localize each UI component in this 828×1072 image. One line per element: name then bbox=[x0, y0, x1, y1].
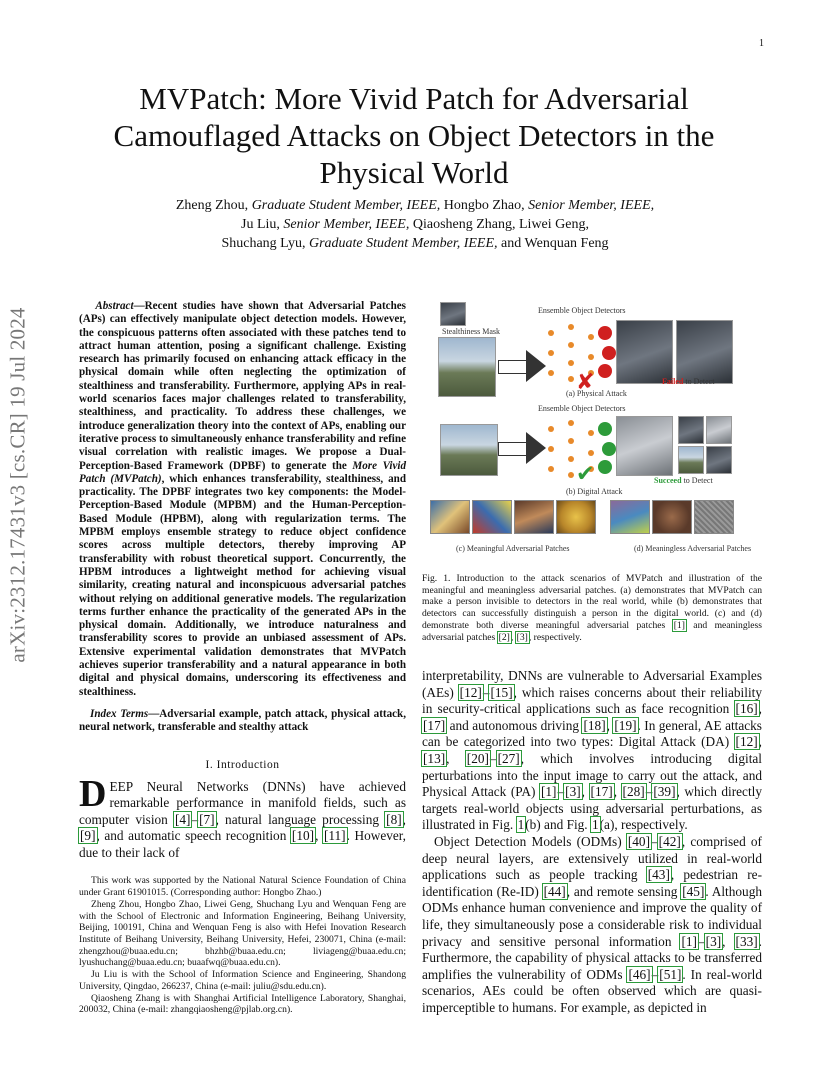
ensemble-label-top: Ensemble Object Detectors bbox=[538, 306, 626, 315]
citation-link[interactable]: [11] bbox=[323, 828, 346, 844]
detector-output-photo-2 bbox=[676, 320, 733, 384]
footnote-affiliation-1: Zheng Zhou, Hongbo Zhao, Liwei Geng, Shuchang Lyu and Wenquan Feng are with the School of Electronic and Information Engineering, Beihang University, Beijing, 100191, China and Wenquan Feng is also with Hefei Inovation Research Institute of Beihang University, Beihang University, Hefei, 230071, China (e-mail: zhengzhou@buaa.edu.cn; bhzhb@buaa.edu.cn; liviageng@buaa.edu.cn; lyushuchang@buaa.edu.cn; buaafwq@buaa.edu.cn). bbox=[79, 898, 406, 969]
citation-link[interactable]: [8] bbox=[386, 811, 402, 827]
citation-link[interactable]: [46] bbox=[628, 966, 651, 982]
stealthiness-mask-label: Stealthiness Mask bbox=[442, 327, 500, 336]
intro-paragraph-2: interpretability, DNNs are vulnerable to Adversarial Examples (AEs) [12]–[15], which raises concerns about their reliability in security-critical applications such as face recognition [16], [17] and autonomous driving [18], [19]. In general, AE attacks can be categorized into two types: Digital Attack (DA) [12], [13], [20]–[27], which involves introducing digital perturbations into the input image to carry out the attack, and Physical Attack (PA) [1]–[3], [17], [28]–[39], which directly targets real-world objects using adversarial perturbations, as illustrated in Fig. 1(b) and Fig. 1(a), respectively. bbox=[422, 668, 762, 833]
panel-d-label: (d) Meaningless Adversarial Patches bbox=[634, 544, 752, 553]
footnote-affiliation-2: Ju Liu is with the School of Information Science and Engineering, Shandong University, Qingdao, 266237, China (e-mail: juliu@sdu.edu.cn). bbox=[79, 969, 406, 992]
citation-link[interactable]: [42] bbox=[658, 833, 681, 849]
physical-input-photo bbox=[438, 337, 496, 397]
arxiv-watermark: arXiv:2312.17431v3 [cs.CR] 19 Jul 2024 bbox=[5, 307, 30, 663]
panel-c-label: (c) Meaningful Adversarial Patches bbox=[456, 544, 570, 553]
citation-link[interactable]: [51] bbox=[659, 966, 682, 982]
citation-link[interactable]: [18] bbox=[583, 717, 606, 733]
citation-link[interactable]: [3] bbox=[565, 784, 581, 800]
succeed-detect-label: Succeed to Detect bbox=[654, 476, 713, 485]
author-list bbox=[120, 196, 710, 253]
citation-link[interactable]: [3] bbox=[705, 933, 722, 949]
left-column bbox=[79, 300, 406, 1016]
citation-link[interactable]: [16] bbox=[735, 701, 758, 717]
citation-link[interactable]: [12] bbox=[735, 734, 758, 750]
right-column-body bbox=[422, 668, 762, 1016]
author-line-1: Zheng Zhou, Graduate Student Member, IEEE, Hongbo Zhao, Senior Member, IEEE, bbox=[175, 198, 655, 213]
patch-thumbnail bbox=[514, 500, 554, 534]
patch-thumbnail bbox=[694, 500, 734, 534]
digital-output-thumb-1 bbox=[678, 416, 704, 444]
citation-link[interactable]: [1] bbox=[673, 619, 685, 631]
arrow-head-icon bbox=[526, 432, 546, 464]
figure-link[interactable]: 1 bbox=[591, 817, 599, 833]
citation-link[interactable]: [20] bbox=[466, 750, 489, 766]
figure-caption: Fig. 1. Introduction to the attack scenarios of MVPatch and illustration of the meaningful and meaningless adversarial patches. (a) demonstrates that MVPatch can make a person invisible to detectors in the real world, while (b) demonstrates that detectors can successfully distinguish a person in the digital world. (c) and (d) demonstrate both diverse meaningful adversarial patches [1] and meaningless adversarial patches [2], [3], respectively. bbox=[422, 573, 763, 643]
intro-paragraph-1: DEEP Neural Networks (DNNs) have achieved remarkable performance in manifold fields, such as computer vision [4]–[7], natural language processing [8], [9], and automatic speech recognition [10], [11]. However, due to their lack of bbox=[79, 772, 406, 860]
digital-output-thumb-3 bbox=[678, 446, 704, 474]
detector-output-photo-1 bbox=[616, 320, 673, 384]
drop-cap: D bbox=[79, 772, 107, 815]
citation-link[interactable]: [3] bbox=[516, 631, 528, 643]
paper-title: MVPatch: More Vivid Patch for Adversarial Camouflaged Attacks on Object Detectors in the Physical World bbox=[113, 81, 715, 190]
arrow-icon bbox=[498, 360, 529, 374]
citation-link[interactable]: [27] bbox=[497, 750, 520, 766]
figure-link[interactable]: 1 bbox=[517, 817, 525, 833]
footnote-affiliation-3: Qiaosheng Zhang is with Shanghai Artificial Intelligence Laboratory, Shanghai, 200032, China (e-mail: zhangqiaosheng@pjlab.org.cn). bbox=[79, 992, 406, 1016]
citation-link[interactable]: [4] bbox=[174, 811, 191, 827]
citation-link[interactable]: [12] bbox=[459, 684, 482, 700]
citation-link[interactable]: [28] bbox=[622, 784, 645, 800]
patch-thumbnail bbox=[430, 500, 470, 534]
footnote-funding: This work was supported by the National Natural Science Foundation of China under Grant 61901015. (Corresponding author: Hongbo Zhao.) bbox=[79, 875, 406, 899]
panel-a-label: (a) Physical Attack bbox=[566, 389, 627, 398]
patch-thumbnail bbox=[472, 500, 512, 534]
citation-link[interactable]: [2] bbox=[498, 631, 510, 643]
section-heading: I. Introduction bbox=[205, 758, 280, 771]
citation-link[interactable]: [15] bbox=[490, 684, 513, 700]
citation-link[interactable]: [43] bbox=[647, 867, 670, 883]
page-number: 1 bbox=[759, 38, 764, 49]
cross-icon: ✘ bbox=[576, 370, 595, 395]
author-line-3: Shuchang Lyu, Graduate Student Member, IEEE, and Wenquan Feng bbox=[221, 236, 609, 251]
patch-thumbnail bbox=[652, 500, 692, 534]
citation-link[interactable]: [9] bbox=[80, 828, 96, 844]
arrow-head-icon bbox=[526, 350, 546, 382]
citation-link[interactable]: [7] bbox=[199, 811, 215, 827]
citation-link[interactable]: [39] bbox=[653, 784, 676, 800]
citation-link[interactable]: [13] bbox=[423, 750, 446, 766]
citation-link[interactable]: [17] bbox=[423, 717, 446, 733]
arrow-icon bbox=[498, 442, 529, 456]
abstract: Abstract—Recent studies have shown that Adversarial Patches (APs) can effectively manipulate object detection models. However, the conspicuous patterns often associated with these patches tend to attract human attention, posing a significant challenge. Existing research has primarily focused on enhancing attack efficacy in the physical domain while often neglecting the optimization of stealthiness and transferability. Furthermore, applying APs in real-world scenarios faces major challenges related to transferability, stealthiness, and practicality. To address these challenges, we introduce generalization theory into the context of APs, enabling our iterative process to simultaneously enhance transferability and refine visual correlation with realistic images. We propose a Dual-Perception-Based Framework (DPBF) to generate the More Vivid Patch (MVPatch), which enhances transferability, stealthiness, and practicality. The DPBF integrates two key components: the Model-Perception-Based Module (MPBM) and the Human-Perception-Based Module (HPBM), along with regularization terms. The MPBM employs ensemble strategy to reduce object confidence scores across multiple detectors, thereby improving AP transferability with robust theoretical support. Concurrently, the HPBM introduces a lightweight method for achieving visual similarity, creating natural and inconspicuous adversarial patches without relying on additional generative models. The regularization terms further enhance the practicality of the generated APs in the physical domain. Additionally, we introduce naturalness and transferability scores to provide an unbiased assessment of APs. Extensive experimental validation demonstrates that MVPatch achieves superior transferability and a natural appearance in both digital and physical domains, underscoring its effectiveness and stealthiness. bbox=[79, 300, 406, 698]
check-icon: ✔ bbox=[576, 462, 595, 487]
ensemble-label-bottom: Ensemble Object Detectors bbox=[538, 404, 626, 413]
digital-output-thumb-4 bbox=[706, 446, 732, 474]
patch-thumbnail bbox=[556, 500, 596, 534]
panel-b-label: (b) Digital Attack bbox=[566, 487, 623, 496]
digital-input-photo bbox=[440, 424, 498, 476]
failed-detect-label: Failed to Detect bbox=[662, 377, 715, 386]
stealth-mask-thumbnail bbox=[440, 302, 466, 326]
citation-link[interactable]: [33] bbox=[735, 933, 758, 949]
citation-link[interactable]: [19] bbox=[614, 717, 637, 733]
citation-link[interactable]: [45] bbox=[682, 883, 705, 899]
intro-paragraph-3: Object Detection Models (ODMs) [40]–[42], comprised of deep neural layers, are extensively utilized in real-world applications such as people tracking [43], pedestrian re-identification (Re-ID) [44], and remote sensing [45]. Although ODMs enhance human convenience and improve the quality of life, they simultaneously pose a considerable risk to individual privacy and sensitive personal information [1]–[3], [33]. Furthermore, the capability of physical attacks to be transferred amplifies the vulnerability of ODMs [46]–[51]. In real-world scenarios, AEs could be often observed which are quasi-imperceptible to humans. For example, as depicted in bbox=[422, 833, 762, 1015]
citation-link[interactable]: [17] bbox=[590, 784, 613, 800]
author-line-2: Ju Liu, Senior Member, IEEE, Qiaosheng Zhang, Liwei Geng, bbox=[241, 217, 589, 232]
citation-link[interactable]: [1] bbox=[681, 933, 697, 949]
figure-1 bbox=[426, 300, 761, 562]
digital-output-photo bbox=[616, 416, 673, 476]
index-terms: Index Terms—Adversarial example, patch attack, physical attack, neural network, transferable and stealthy attack bbox=[79, 707, 406, 734]
digital-output-thumb-2 bbox=[706, 416, 732, 444]
citation-link[interactable]: [1] bbox=[540, 784, 557, 800]
footnotes bbox=[79, 875, 406, 1015]
patch-thumbnail bbox=[610, 500, 650, 534]
citation-link[interactable]: [10] bbox=[291, 828, 315, 844]
citation-link[interactable]: [40] bbox=[627, 833, 650, 849]
citation-link[interactable]: [44] bbox=[543, 883, 566, 899]
